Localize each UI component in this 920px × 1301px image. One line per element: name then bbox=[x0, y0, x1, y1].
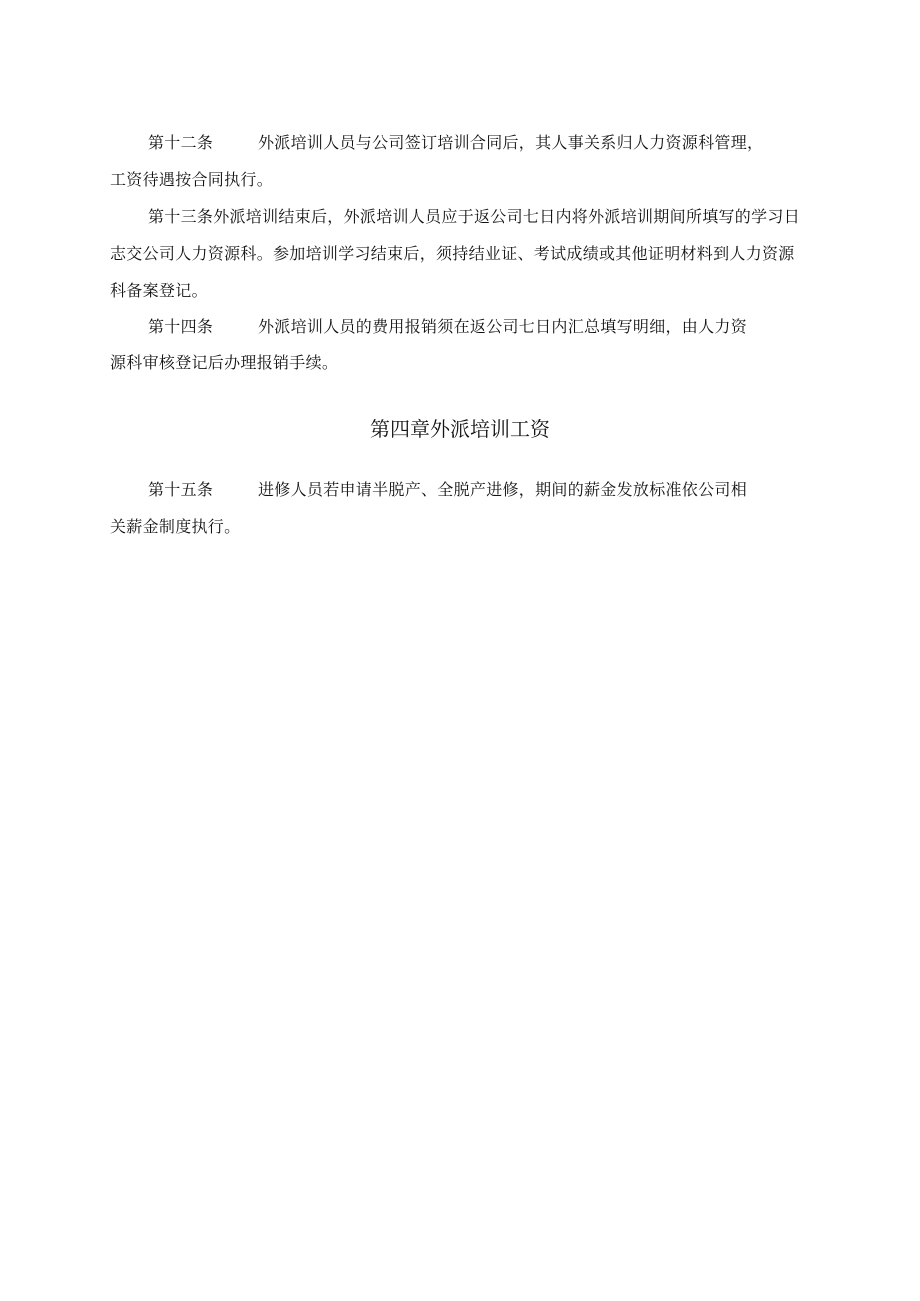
article-12-line-1 bbox=[148, 133, 763, 153]
article-13-line-1: 第十三条外派培训结束后，外派培训人员应于返公司七日内将外派培训期间所填写的学习日 bbox=[148, 207, 801, 226]
article-15-text-1: 进修人员若申请半脱产、全脱产进修，期间的薪金发放标准依公司相 bbox=[258, 480, 748, 499]
article-12-text-1: 外派培训人员与公司签订培训合同后，其人事关系归人力资源科管理， bbox=[258, 133, 764, 152]
article-13-line-2: 志交公司人力资源科。参加培训学习结束后，须持结业证、考试成绩或其他证明材料到人力资源 bbox=[110, 244, 795, 263]
article-12-line-2: 工资待遇按合同执行。 bbox=[110, 170, 274, 189]
article-14-text-1: 外派培训人员的费用报销须在返公司七日内汇总填写明细，由人力资 bbox=[258, 317, 748, 336]
article-15-line-1 bbox=[148, 480, 747, 500]
article-12-number: 第十二条 bbox=[148, 133, 214, 152]
article-15-line-2: 关薪金制度执行。 bbox=[110, 517, 241, 536]
chapter-heading: 第四章外派培训工资 bbox=[370, 417, 550, 441]
article-14-line-1 bbox=[148, 317, 747, 337]
article-14-line-2: 源科审核登记后办理报销手续。 bbox=[110, 353, 339, 372]
article-14-number: 第十四条 bbox=[148, 317, 214, 336]
article-15-number: 第十五条 bbox=[148, 480, 214, 499]
article-13-line-3: 科备案登记。 bbox=[110, 281, 208, 300]
